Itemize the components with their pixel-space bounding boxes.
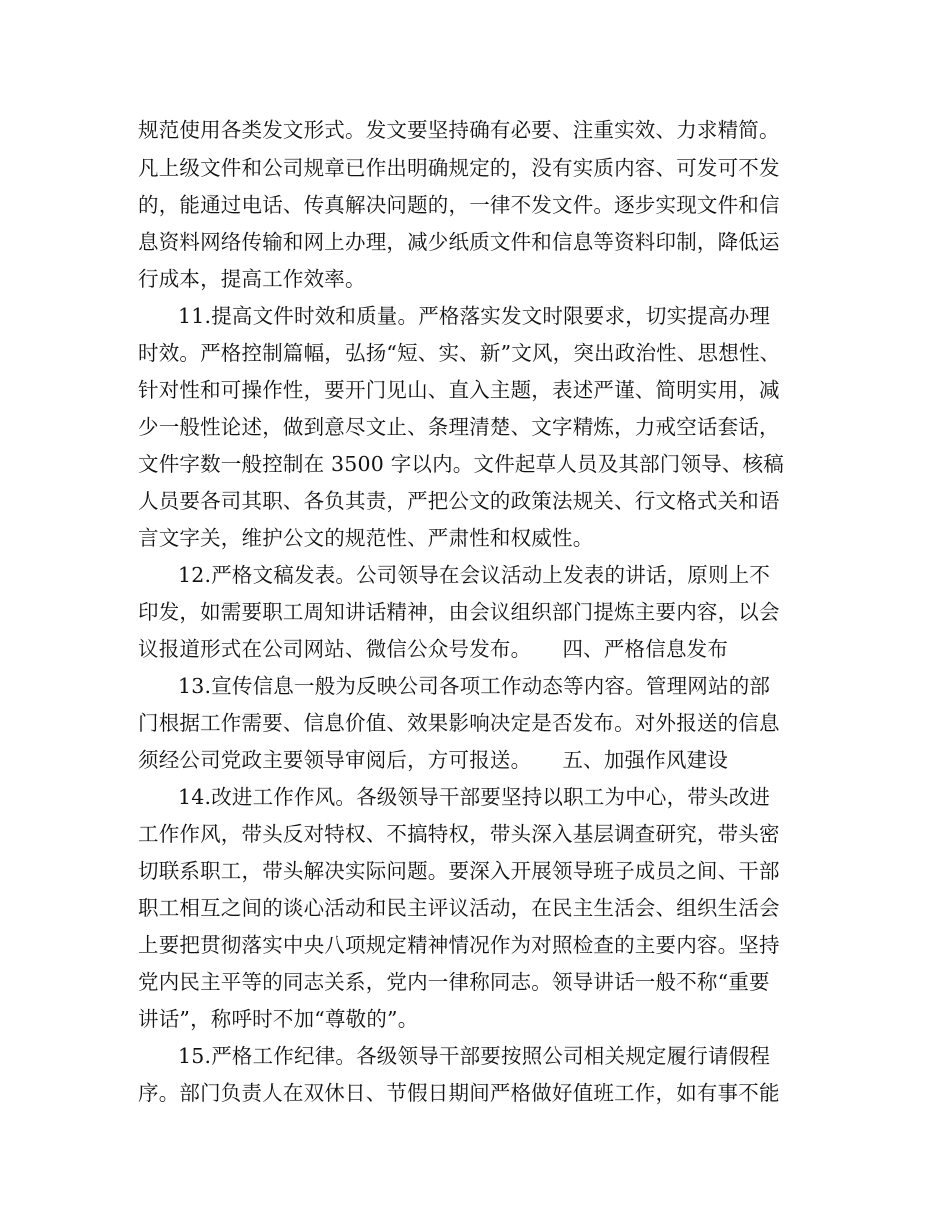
text-line-with-heading-4: 议报道形式在公司网站、微信公众号发布。 四、严格信息发布 bbox=[138, 637, 729, 661]
text-line: 党内民主平等的同志关系，党内一律称同志。领导讲话一般不称“重要 bbox=[138, 970, 770, 994]
paragraph-15-start: 15.严格工作纪律。各级领导干部要按照公司相关规定履行请假程 bbox=[178, 1044, 771, 1068]
paragraph-11-start: 11.提高文件时效和质量。严格落实发文时限要求，切实提高办理 bbox=[178, 304, 771, 328]
text-line: 针对性和可操作性，要开门见山、直入主题，表述严谨、简明实用，减 bbox=[138, 378, 780, 402]
text-line: 凡上级文件和公司规章已作出明确规定的，没有实质内容、可发可不发 bbox=[138, 156, 780, 180]
text-line: 言文字关，维护公文的规范性、严肃性和权威性。 bbox=[138, 526, 594, 550]
text-line: 人员要各司其职、各负其责，严把公文的政策法规关、行文格式关和语 bbox=[138, 489, 780, 513]
text-line: 少一般性论述，做到意尽文止、条理清楚、文字精炼，力戒空话套话， bbox=[138, 415, 780, 439]
text-line: 讲话”，称呼时不加“尊敬的”。 bbox=[138, 1007, 419, 1031]
text-line: 上要把贯彻落实中央八项规定精神情况作为对照检查的主要内容。坚持 bbox=[138, 933, 780, 957]
text-line: 工作作风，带头反对特权、不搞特权，带头深入基层调查研究，带头密 bbox=[138, 822, 780, 846]
text-line: 序。部门负责人在双休日、节假日期间严格做好值班工作，如有事不能 bbox=[138, 1081, 780, 1105]
text-line: 规范使用各类发文形式。发文要坚持确有必要、注重实效、力求精简。 bbox=[138, 118, 780, 142]
text-line: 切联系职工，带头解决实际问题。要深入开展领导班子成员之间、干部 bbox=[138, 859, 780, 883]
text-line: 息资料网络传输和网上办理，减少纸质文件和信息等资料印制，降低运 bbox=[138, 230, 780, 254]
text-line: 门根据工作需要、信息价值、效果影响决定是否发布。对外报送的信息 bbox=[138, 711, 780, 735]
text-line: 职工相互之间的谈心活动和民主评议活动，在民主生活会、组织生活会 bbox=[138, 896, 780, 920]
text-line-with-heading-5: 须经公司党政主要领导审阅后，方可报送。 五、加强作风建设 bbox=[138, 748, 729, 772]
paragraph-12-start: 12.严格文稿发表。公司领导在会议活动上发表的讲话，原则上不 bbox=[178, 563, 771, 587]
text-line: 印发，如需要职工周知讲话精神，由会议组织部门提炼主要内容，以会 bbox=[138, 600, 780, 624]
text-line: 文件字数一般控制在 3500 字以内。文件起草人员及其部门领导、核稿 bbox=[138, 452, 785, 476]
text-line: 行成本，提高工作效率。 bbox=[138, 267, 366, 291]
text-line: 时效。严格控制篇幅，弘扬“短、实、新”文风，突出政治性、思想性、 bbox=[138, 341, 781, 365]
text-line: 的，能通过电话、传真解决问题的，一律不发文件。逐步实现文件和信 bbox=[138, 193, 780, 217]
paragraph-13-start: 13.宣传信息一般为反映公司各项工作动态等内容。管理网站的部 bbox=[178, 674, 771, 698]
paragraph-14-start: 14.改进工作作风。各级领导干部要坚持以职工为中心，带头改进 bbox=[178, 785, 771, 809]
